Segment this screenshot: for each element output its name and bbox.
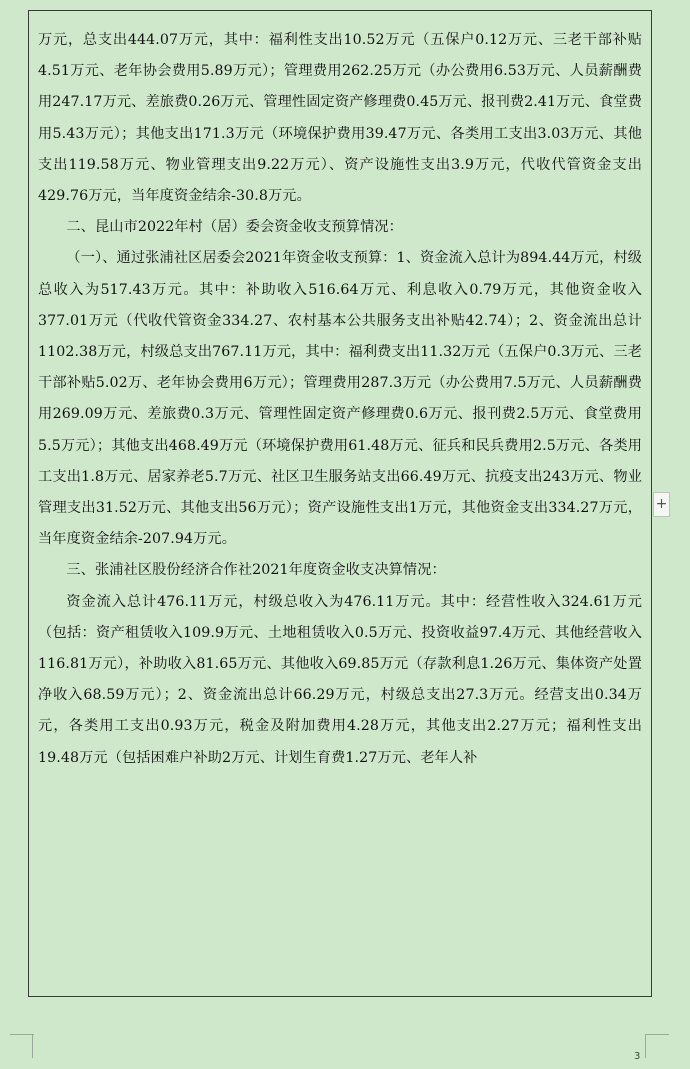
document-page: [28, 10, 652, 997]
crop-mark-bottom-left-horizontal: [10, 1034, 34, 1035]
crop-mark-bottom-right: [645, 1034, 668, 1058]
crop-mark-bottom-right-horizontal: [645, 1034, 669, 1035]
expand-plus-button[interactable]: +: [653, 492, 670, 517]
paragraph-continued-expenditure: 万元，总支出444.07万元，其中：福利性支出10.52万元（五保户0.12万元、三老干部补贴4.51万元、老年协会费用5.89万元）；管理费用262.25万元（办公费用6.53万元、人员薪酬费用247.17万元、差旅费0.26万元、管理性固定资产修理费0.45万元、报刊费2.41万元、食堂费用5.43万元）；其他支出171.3万元（环境保护费用39.47万元、各类用工支出3.03万元、其他支出119.58万元、物业管理支出9.22万元）、资产设施性支出3.9万元，代收代管资金支出429.76万元，当年度资金结余-30.8万元。: [38, 32, 642, 205]
paragraph-cooperative-final-accounts: 资金流入总计476.11万元，村级总收入为476.11万元。其中：经营性收入324.61万元（包括：资产租赁收入109.9万元、土地租赁收入0.5万元、投资收益97.4万元、其他经营收入116.81万元），补助收入81.65万元、其他收入69.85万元（存款利息1.26万元、集体资产处置净收入68.59万元）；2、资金流出总计66.29万元，村级总支出27.3万元。经营支出0.34万元，各类用工支出0.93万元，税金及附加费用4.28万元，其他支出2.27万元；福利性支出19.48万元（包括困难户补助2万元、计划生育费1.27万元、老年人补: [38, 593, 642, 766]
heading-section-two: 二、昆山市2022年村（居）委会资金收支预算情况：: [66, 219, 403, 236]
page-number: 3: [634, 1051, 641, 1062]
heading-section-three: 三、张浦社区股份经济合作社2021年度资金收支决算情况：: [66, 562, 446, 579]
crop-mark-bottom-left: [10, 1034, 33, 1058]
document-body: [38, 25, 642, 774]
paragraph-budget-residents-committee: （一）、通过张浦社区居委会2021年资金收支预算：1、资金流入总计为894.44万元，村级总收入为517.43万元。其中：补助收入516.64万元、利息收入0.79万元，其他资金收入377.01万元（代收代管资金334.27、农村基本公共服务支出补贴42.74）；2、资金流出总计1102.38万元，村级总支出767.11万元，其中：福利费支出11.32万元（五保户0.3万元、三老干部补贴5.02万、老年协会费用6万元）；管理费用287.3万元（办公费用7.5万元、人员薪酬费用269.09万元、差旅费0.3万元、管理性固定资产修理费0.6万元、报刊费2.5万元、食堂费用5.5万元）；其他支出468.49万元（环境保护费用61.48万元、征兵和民兵费用2.5万元、各类用工支出1.8万元、居家养老5.7万元、社区卫生服务站支出66.49万元、抗疫支出243万元、物业管理支出31.52万元、其他支出56万元）；资产设施性支出1万元，其他资金支出334.27万元，当年度资金结余-207.94万元。: [38, 250, 642, 548]
